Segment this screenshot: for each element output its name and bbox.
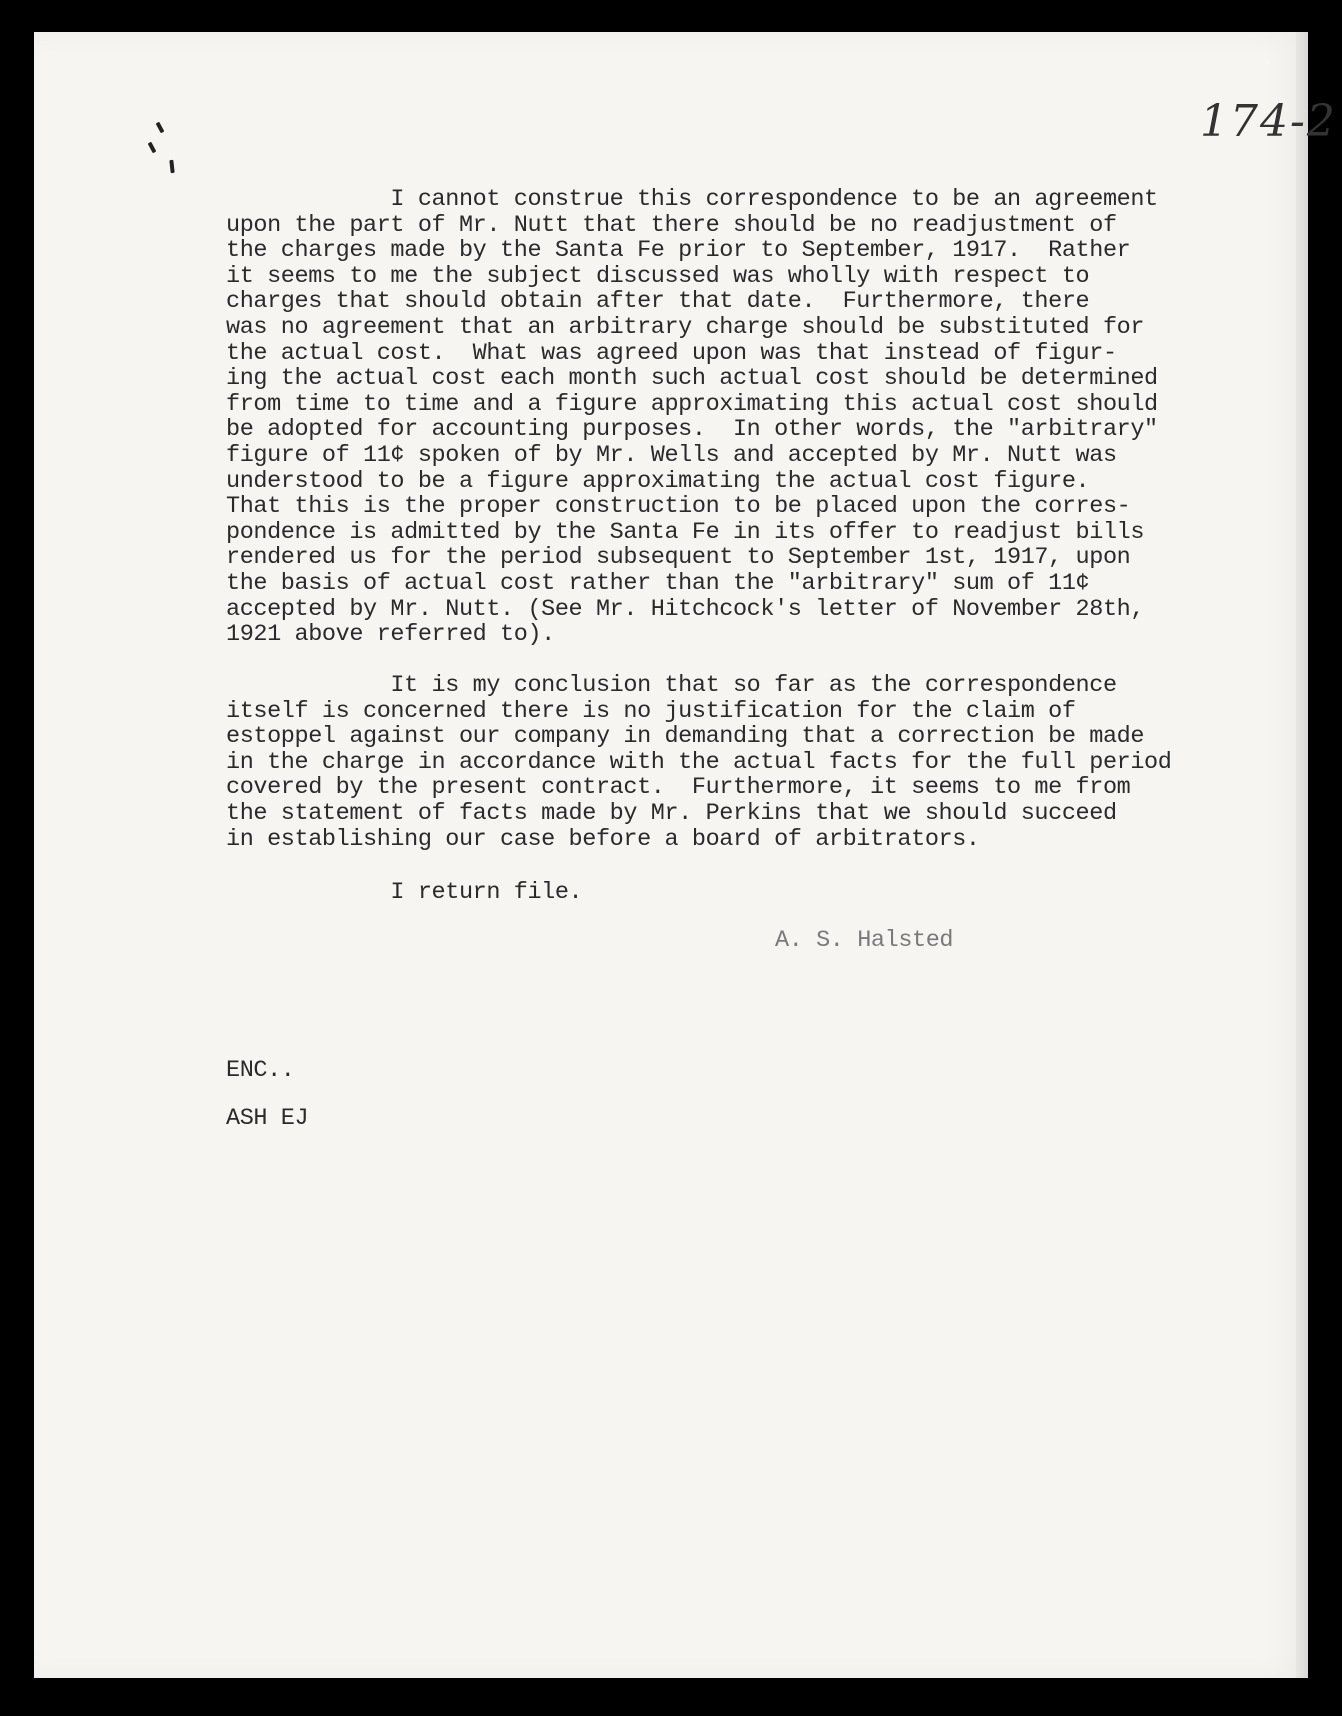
page-edge <box>1296 32 1308 1678</box>
body-paragraph-1: I cannot construe this correspondence to be an agreement upon the part of Mr. Nutt that there should be no readjustment of the charges made by the Santa Fe prior to September, 1917. Rather it seems to me the subject discussed was wholly with respect to charges that should obtain after that date. Furthermore, there was no agreement that an arbitrary charge should be substituted for the actual cost. What was agreed upon was that instead of figur- ing the actual cost each month such actual cost should be determined from time to time and a figure approximating this actual cost should be adopted for accounting purposes. In other words, the "arbitrary" figure of 11¢ spoken of by Mr. Wells and accepted by Mr. Nutt was understood to be a figure approximating the actual cost figure. That this is the proper construction to be placed upon the corres- pondence is admitted by the Santa Fe in its offer to readjust bills rendered us for the period subsequent to September 1st, 1917, upon the basis of actual cost rather than the "arbitrary" sum of 11¢ accepted by Mr. Nutt. (See Mr. Hitchcock's letter of November 28th, 1921 above referred to). <box>226 186 1158 649</box>
closing-line: I return file. <box>226 879 583 906</box>
signature: A. S. Halsted <box>775 927 954 954</box>
body-paragraph-2: It is my conclusion that so far as the correspondence itself is concerned there is no justification for the claim of estoppel against our company in demanding that a correction be made in the charge in accordance with the actual facts for the full period covered by the present contract. Furthermore, it seems to me from the statement of facts made by Mr. Perkins that we should succeed in establishing our case before a board of arbitrators. <box>226 672 1172 853</box>
handwritten-page-note: 174-2 <box>1200 96 1337 147</box>
typist-initials: ASH EJ <box>226 1105 309 1132</box>
enclosure-notation: ENC.. <box>226 1057 295 1084</box>
